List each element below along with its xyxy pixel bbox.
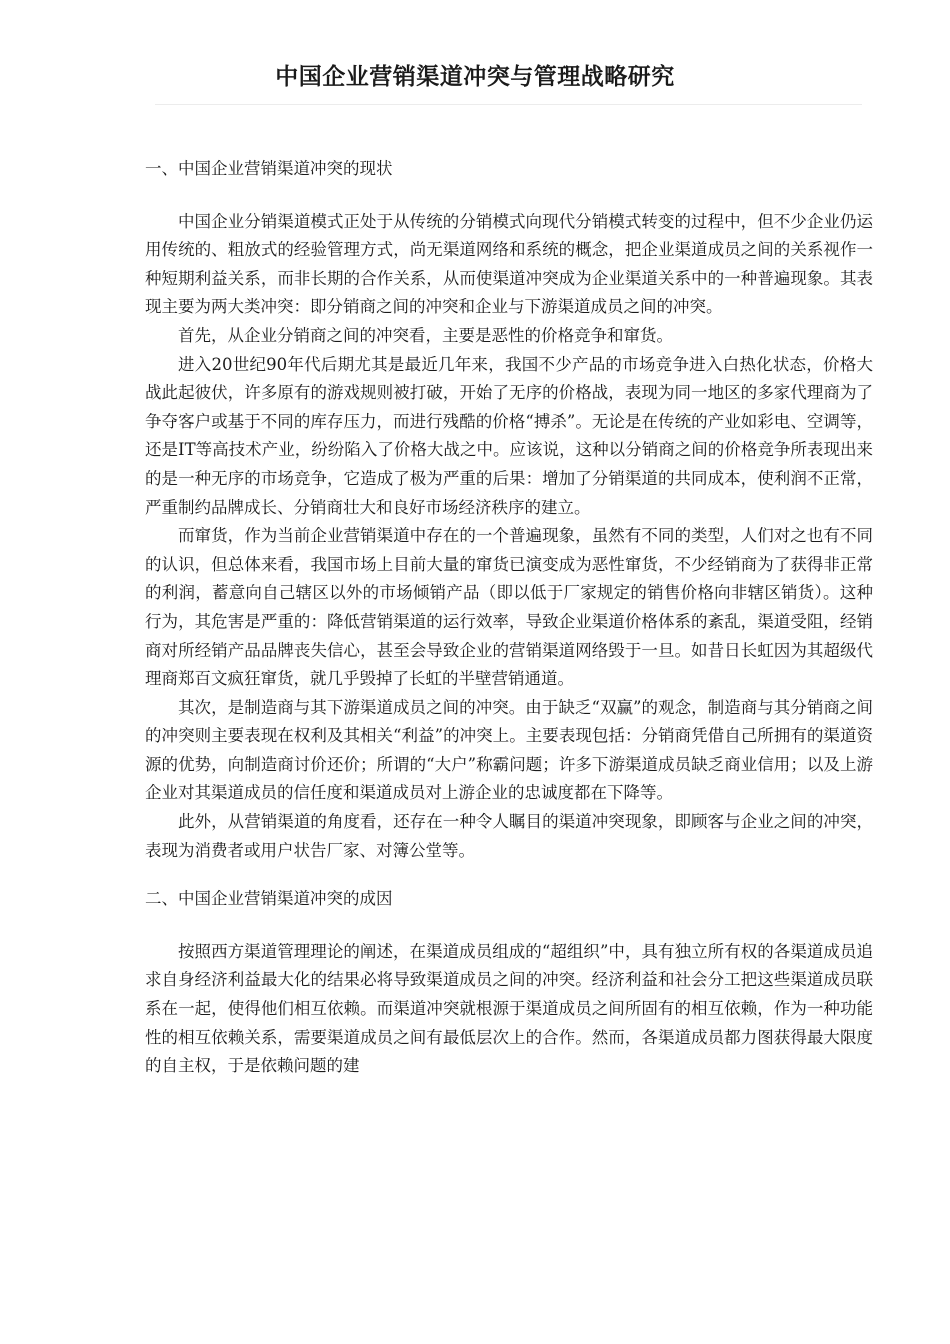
section-heading-current-status: 一、中国企业营销渠道冲突的现状 xyxy=(145,159,393,178)
paragraph: 其次，是制造商与其下游渠道成员之间的冲突。由于缺乏“双赢”的观念，制造商与其分销商之间的冲突则主要表现在权利及其相关“利益”的冲突上。主要表现包括：分销商凭借自己所拥有的渠道资源的优势，向制造商讨价还价；所谓的“大户”称霸问题；许多下游渠道成员缺乏商业信用；以及上游企业对其渠道成员的信任度和渠道成员对上游企业的忠诚度都在下降等。 xyxy=(145,697,873,803)
document-title: 中国企业营销渠道冲突与管理战略研究 xyxy=(275,64,675,90)
paragraph: 首先，从企业分销商之间的冲突看，主要是恶性的价格竞争和窜货。 xyxy=(178,325,673,345)
paragraph: 中国企业分销渠道模式正处于从传统的分销模式向现代分销模式转变的过程中，但不少企业仍运用传统的、粗放式的经验管理方式，尚无渠道网络和系统的概念，把企业渠道成员之间的关系视作一种短期利益关系，而非长期的合作关系，从而使渠道冲突成为企业渠道关系中的一种普遍现象。其表现主要为两大类冲突：即分销商之间的冲突和企业与下游渠道成员之间的冲突。 xyxy=(145,211,873,317)
document-body xyxy=(145,155,873,1081)
paragraph: 此外，从营销渠道的角度看，还存在一种令人瞩目的渠道冲突现象，即顾客与企业之间的冲突，表现为消费者或用户状告厂家、对簿公堂等。 xyxy=(145,812,873,860)
section-heading-causes: 二、中国企业营销渠道冲突的成因 xyxy=(145,889,393,909)
title-divider xyxy=(155,104,862,105)
paragraph: 进入20世纪90年代后期尤其是最近几年来，我国不少产品的市场竞争进入白热化状态，价格大战此起彼伏，许多原有的游戏规则被打破，开始了无序的价格战，表现为同一地区的多家代理商为了争夺客户或基于不同的库存压力，而进行残酷的价格“搏杀”。无论是在传统的产业如彩电、空调等，还是IT等高技术产业，纷纷陷入了价格大战之中。应该说，这种以分销商之间的价格竞争所表现出来的是一种无序的市场竞争，它造成了极为严重的后果：增加了分销渠道的共同成本，使利润不正常，严重制约品牌成长、分销商壮大和良好市场经济秩序的建立。 xyxy=(145,354,873,517)
paragraph: 按照西方渠道管理理论的阐述，在渠道成员组成的“超组织”中，具有独立所有权的各渠道成员追求自身经济利益最大化的结果必将导致渠道成员之间的冲突。经济利益和社会分工把这些渠道成员联系在一起，使得他们相互依赖。而渠道冲突就根源于渠道成员之间所固有的相互依赖，作为一种功能性的相互依赖关系，需要渠道成员之间有最低层次上的合作。然而，各渠道成员都力图获得最大限度的自主权，于是依赖问题的建 xyxy=(145,941,873,1076)
paragraph: 而窜货，作为当前企业营销渠道中存在的一个普遍现象，虽然有不同的类型，人们对之也有不同的认识，但总体来看，我国市场上目前大量的窜货已演变成为恶性窜货，不少经销商为了获得非正常的利润，蓄意向自己辖区以外的市场倾销产品（即以低于厂家规定的销售价格向非辖区销货）。这种行为，其危害是严重的：降低营销渠道的运行效率，导致企业渠道价格体系的紊乱，渠道受阻，经销商对所经销产品品牌丧失信心，甚至会导致企业的营销渠道网络毁于一旦。如昔日长虹因为其超级代理商郑百文疯狂窜货，就几乎毁掉了长虹的半壁营销通道。 xyxy=(145,526,873,689)
